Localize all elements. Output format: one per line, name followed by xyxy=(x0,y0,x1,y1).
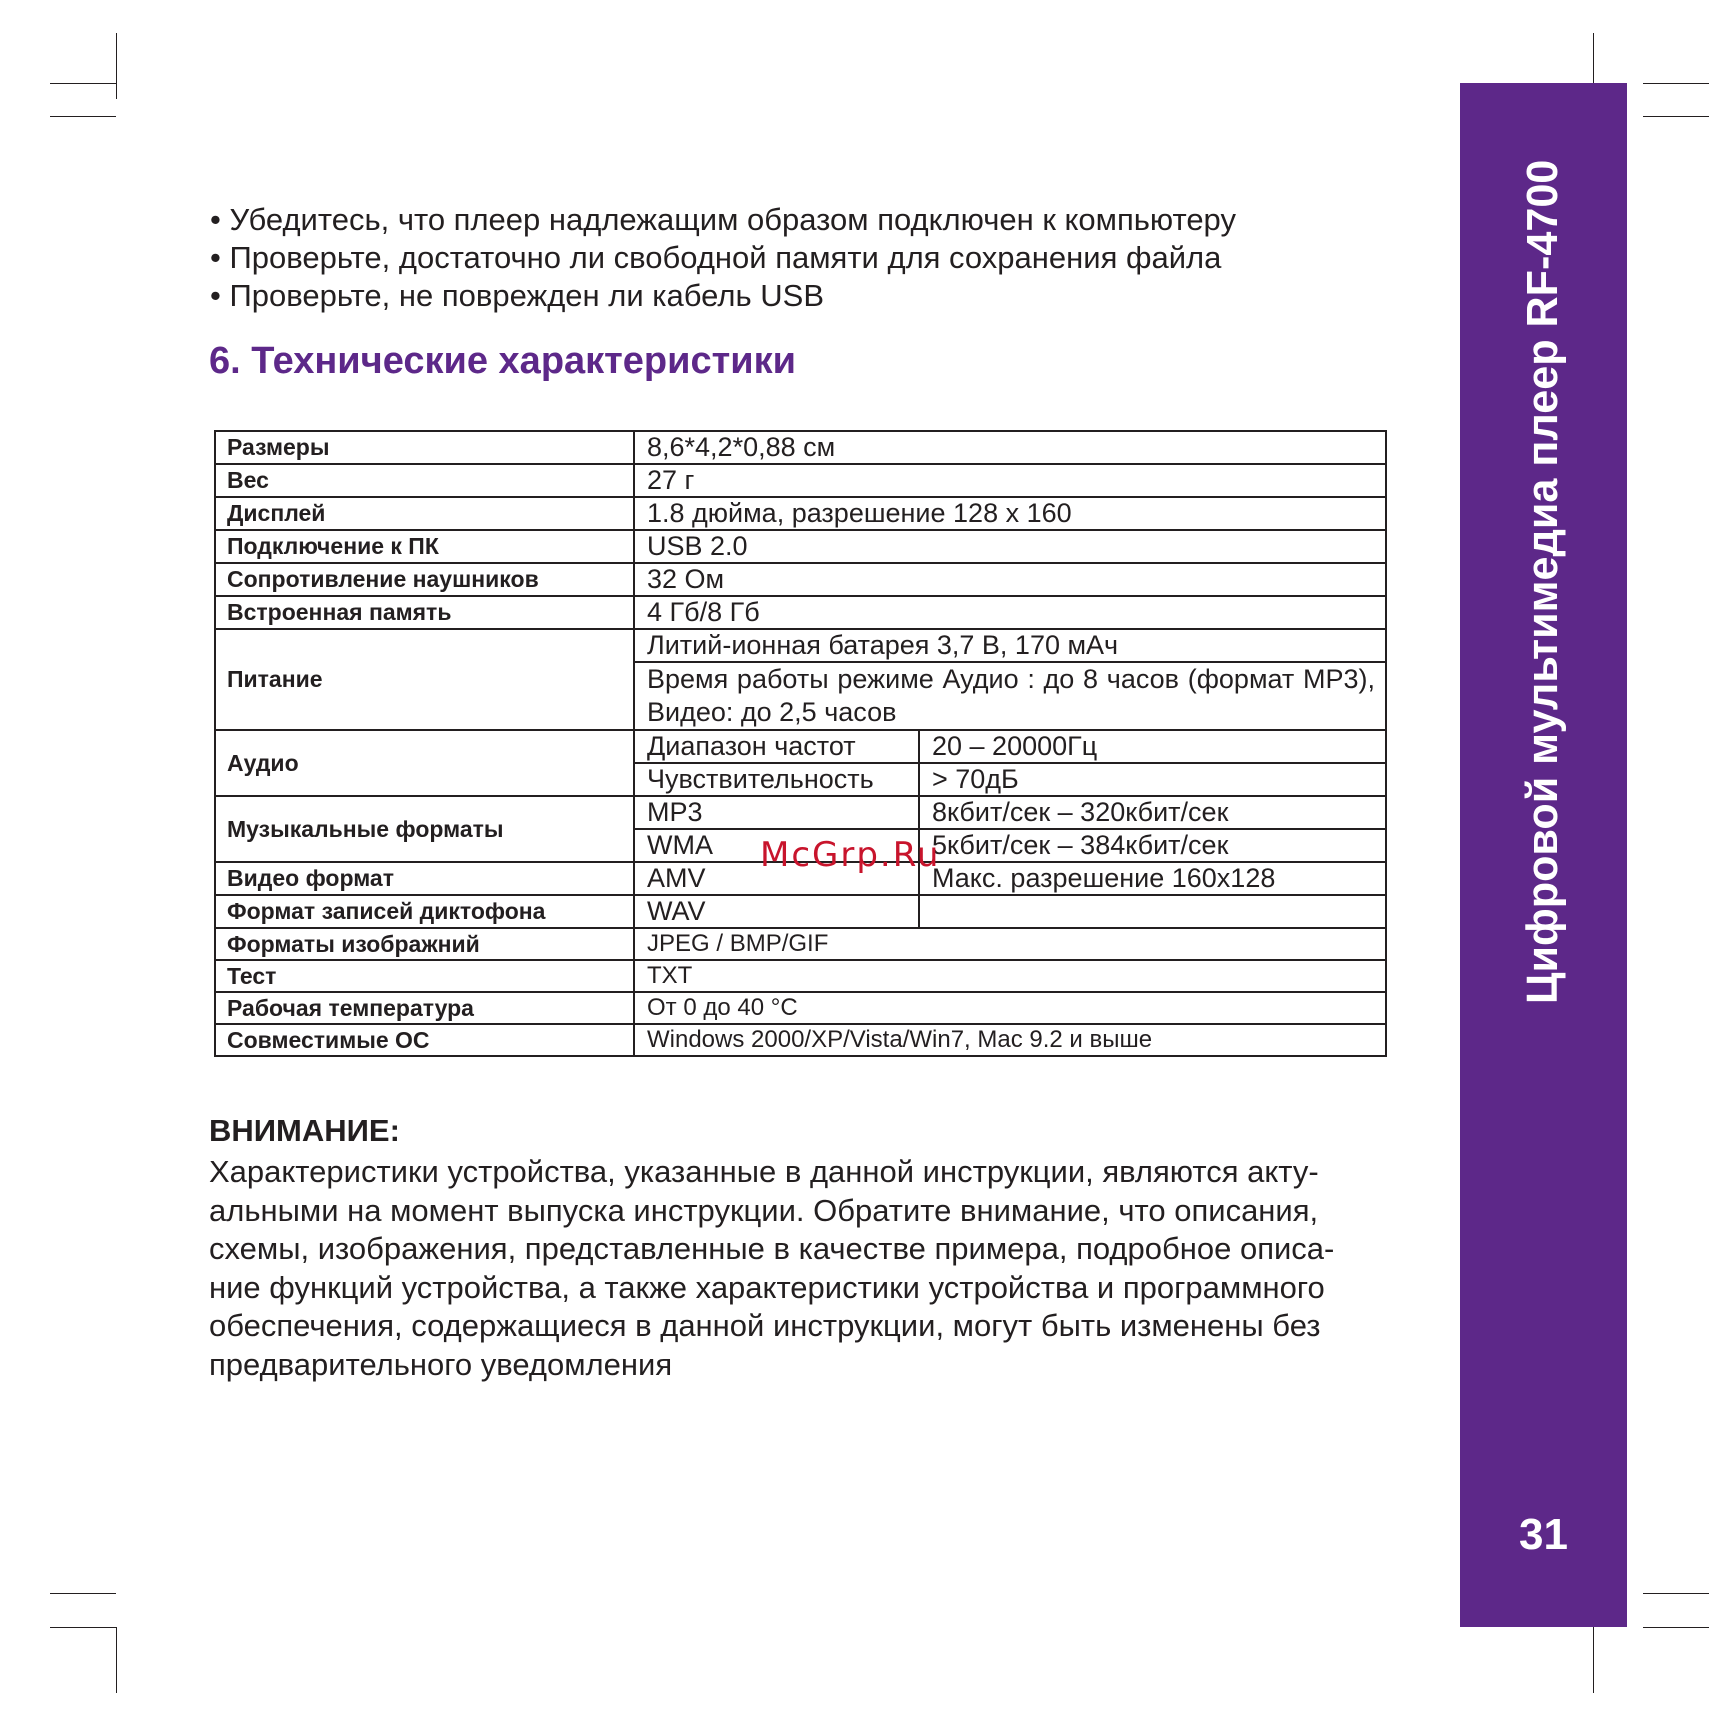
page-number: 31 xyxy=(1519,1510,1568,1559)
list-item: • Убедитесь, что плеер надлежащим образом подключен к компьютеру xyxy=(210,202,1236,237)
spec-empty-cell xyxy=(919,895,1386,928)
table-row xyxy=(215,928,1386,960)
table-row xyxy=(215,992,1386,1024)
notice-line: схемы, изображения, представленные в качестве примера, подробное описа- xyxy=(209,1231,1335,1266)
crop-mark xyxy=(50,83,116,84)
spec-value: USB 2.0 xyxy=(634,530,1386,563)
spec-value: От 0 до 40 °C xyxy=(634,992,1386,1024)
spec-value: WAV xyxy=(634,895,919,928)
crop-mark xyxy=(1643,83,1709,84)
crop-mark xyxy=(50,1593,116,1594)
table-row xyxy=(215,796,1386,829)
crop-mark xyxy=(1643,1627,1709,1628)
table-row xyxy=(215,895,1386,928)
spec-value: Макс. разрешение 160x128 xyxy=(919,862,1386,895)
table-row xyxy=(215,730,1386,763)
spec-label: Тест xyxy=(215,960,634,992)
sidebar-title: Цифровой мультимедиа плеер RF-4700 xyxy=(1518,159,1567,1004)
table-row xyxy=(215,563,1386,596)
table-row xyxy=(215,530,1386,563)
table-row xyxy=(215,629,1386,662)
list-item: • Проверьте, достаточно ли свободной памяти для сохранения файла xyxy=(210,240,1222,275)
spec-label: Вес xyxy=(215,464,634,497)
spec-value: 20 – 20000Гц xyxy=(919,730,1386,763)
section-title: 6. Технические характеристики xyxy=(209,340,796,382)
spec-label: Музыкальные форматы xyxy=(215,796,634,862)
notice-line: Характеристики устройства, указанные в данной инструкции, являются акту- xyxy=(209,1154,1319,1189)
crop-mark xyxy=(1643,1593,1709,1594)
list-item: • Проверьте, не поврежден ли кабель USB xyxy=(210,278,824,313)
crop-mark xyxy=(1593,1627,1594,1693)
spec-value: 32 Ом xyxy=(634,563,1386,596)
spec-value: 4 Гб/8 Гб xyxy=(634,596,1386,629)
spec-value: 5кбит/сек – 384кбит/сек xyxy=(919,829,1386,862)
spec-label: Формат записей диктофона xyxy=(215,895,634,928)
notice-line: предварительного уведомления xyxy=(209,1346,673,1382)
notice-body xyxy=(209,1153,1384,1384)
crop-mark xyxy=(1643,116,1709,117)
spec-label: Сопротивление наушников xyxy=(215,563,634,596)
spec-value: > 70дБ xyxy=(919,763,1386,796)
troubleshooting-list xyxy=(210,201,1236,315)
spec-label: Размеры xyxy=(215,431,634,464)
spec-value: 8кбит/сек – 320кбит/сек xyxy=(919,796,1386,829)
spec-label: Подключение к ПК xyxy=(215,530,634,563)
notice-line: ние функций устройства, а также характеристики устройства и программного xyxy=(209,1269,1325,1305)
spec-sublabel: AMV xyxy=(634,862,919,895)
spec-value: Литий-ионная батарея 3,7 В, 170 мАч xyxy=(634,629,1386,662)
spec-sublabel: MP3 xyxy=(634,796,919,829)
spec-value: 8,6*4,2*0,88 см xyxy=(634,431,1386,464)
table-row xyxy=(215,464,1386,497)
crop-mark xyxy=(50,1627,116,1628)
watermark: McGrp.Ru xyxy=(760,835,941,875)
spec-value: Windows 2000/XP/Vista/Win7, Mac 9.2 и выше xyxy=(634,1024,1386,1056)
spec-label: Дисплей xyxy=(215,497,634,530)
crop-mark xyxy=(50,116,116,117)
spec-value: TXT xyxy=(634,960,1386,992)
spec-label: Совместимые ОС xyxy=(215,1024,634,1056)
table-row xyxy=(215,960,1386,992)
notice-heading: ВНИМАНИЕ: xyxy=(209,1113,400,1148)
spec-label: Встроенная память xyxy=(215,596,634,629)
specs-table xyxy=(214,430,1387,1057)
spec-value: 1.8 дюйма, разрешение 128 x 160 xyxy=(634,497,1386,530)
spec-label: Форматы изображний xyxy=(215,928,634,960)
notice-line: альными на момент выпуска инструкции. Обратите внимание, что описания, xyxy=(209,1192,1319,1228)
table-row xyxy=(215,497,1386,530)
notice-line: обеспечения, содержащиеся в данной инструкции, могут быть изменены без xyxy=(209,1308,1321,1343)
spec-sublabel: WMA xyxy=(634,829,919,862)
table-row xyxy=(215,596,1386,629)
table-row xyxy=(215,1024,1386,1056)
spec-label: Видео формат xyxy=(215,862,634,895)
spec-value: JPEG / BMP/GIF xyxy=(634,928,1386,960)
spec-sublabel: Диапазон частот xyxy=(634,730,919,763)
spec-sublabel: Чувствительность xyxy=(634,763,919,796)
spec-label: Рабочая температура xyxy=(215,992,634,1024)
spec-value: Время работы режиме Аудио : до 8 часов (формат MP3), Видео: до 2,5 часов xyxy=(634,662,1386,730)
spec-label: Аудио xyxy=(215,730,634,796)
crop-mark xyxy=(116,1627,117,1693)
spec-label: Питание xyxy=(215,629,634,730)
table-row xyxy=(215,431,1386,464)
crop-mark xyxy=(116,33,117,99)
spec-value: 27 г xyxy=(634,464,1386,497)
